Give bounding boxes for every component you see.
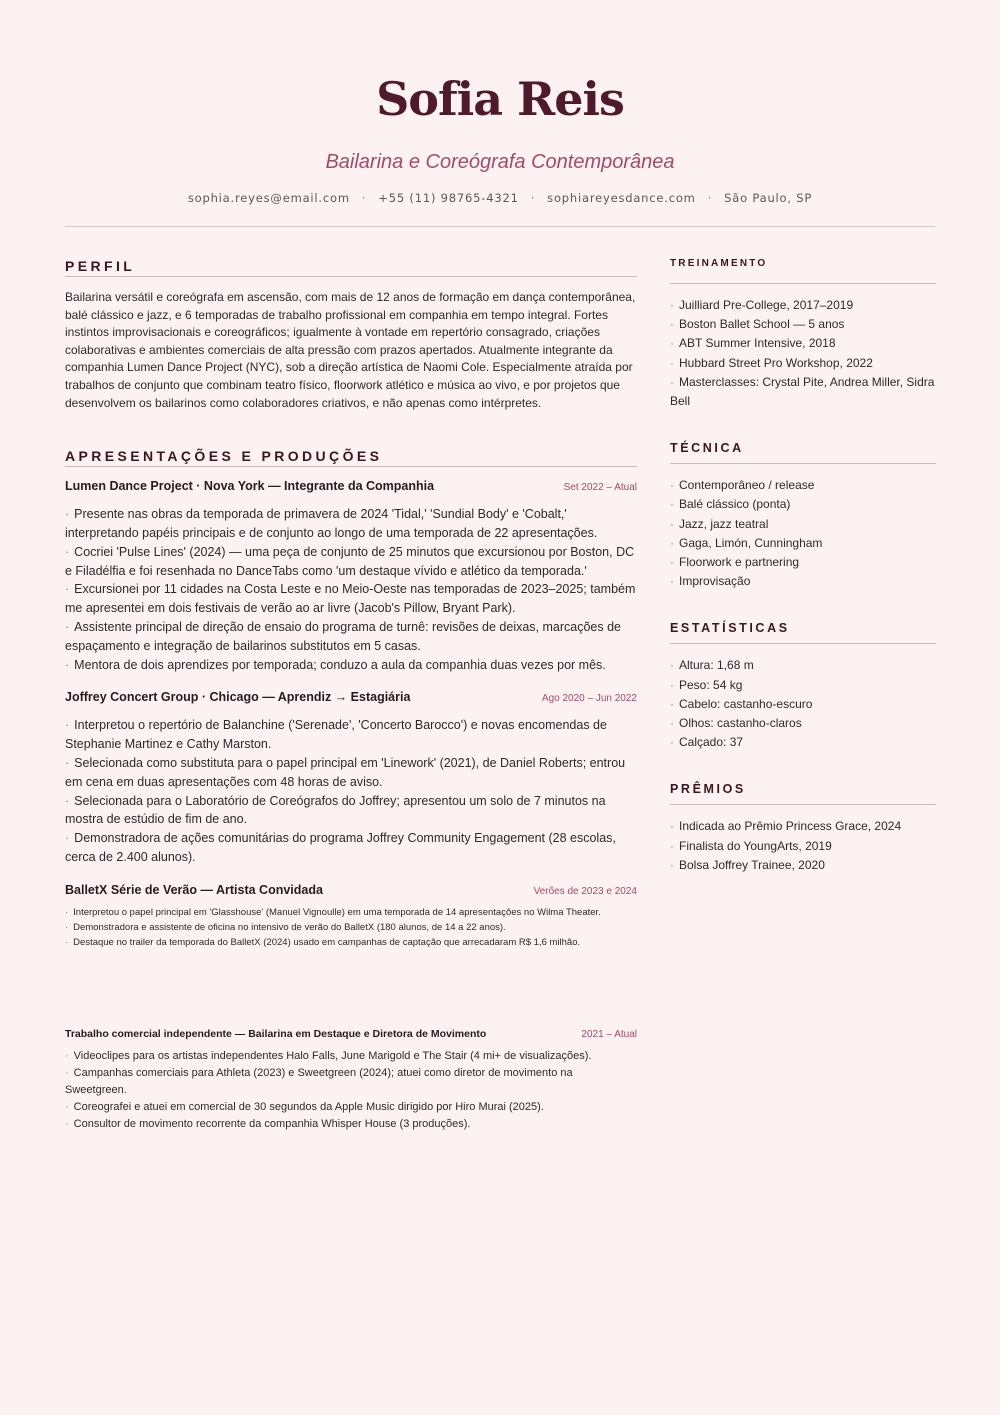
bullet-item: · Campanhas comerciais para Athleta (2023) e Sweetgreen (2024); atuei como diretor de movimento na Sweetgreen. bbox=[65, 1066, 573, 1096]
list-item: · Improvisação bbox=[670, 574, 751, 589]
job-bullets bbox=[65, 505, 637, 674]
job-date: Set 2022 – Atual bbox=[563, 482, 637, 494]
job-entry bbox=[65, 1028, 637, 1133]
list-item: · Bolsa Joffrey Trainee, 2020 bbox=[670, 857, 825, 872]
job-title: Lumen Dance Project · Nova York — Integrante da Companhia bbox=[65, 479, 435, 494]
contact-line bbox=[65, 190, 935, 206]
list-item: · Juilliard Pre-College, 2017–2019 bbox=[670, 298, 854, 312]
job-entry bbox=[65, 690, 637, 866]
candidate-title: Bailarina e Coreógrafa Contemporânea bbox=[325, 151, 675, 173]
separator-dot: · bbox=[530, 191, 536, 205]
job-title: Joffrey Concert Group · Chicago — Aprendiz → Estagiária bbox=[65, 690, 411, 705]
email-link[interactable]: sophia.reyes@email.com bbox=[187, 191, 350, 205]
list-item: · Balé clássico (ponta) bbox=[670, 497, 791, 512]
list-item: · Calçado: 37 bbox=[670, 735, 744, 750]
job-entry bbox=[65, 883, 637, 950]
list-item: · Jazz, jazz teatral bbox=[670, 516, 769, 531]
training-list bbox=[670, 296, 936, 411]
technique-heading: TÉCNICA bbox=[670, 441, 936, 464]
job-date: 2021 – Atual bbox=[581, 1028, 637, 1040]
sidebar bbox=[670, 258, 936, 875]
separator-dot: · bbox=[707, 191, 713, 205]
list-item: · Olhos: castanho-claros bbox=[670, 716, 802, 731]
phone-number[interactable]: +55 (11) 98765-4321 bbox=[378, 191, 519, 205]
awards-heading: PRÊMIOS bbox=[670, 782, 936, 805]
bullet-item: · Excursionei por 11 cidades na Costa Leste e no Meio-Oeste nas temporadas de 2023–2025; também me apresentei em dois festivais de verão ao ar livre (Jacob's Pillow, Bryant Park). bbox=[65, 582, 636, 616]
bullet-item: · Consultor de movimento recorrente da companhia Whisper House (3 produções). bbox=[65, 1117, 471, 1130]
resume-header bbox=[65, 0, 935, 206]
bullet-item: · Presente nas obras da temporada de primavera de 2024 'Tidal,' 'Sundial Body' e 'Cobalt,' interpretando papéis principais e de conjunto ao longo de uma temporada de 22 apresentações. bbox=[65, 507, 598, 540]
location: São Paulo, SP bbox=[724, 191, 813, 205]
profile-text: Bailarina versátil e coreógrafa em ascensão, com mais de 12 anos de formação em dança contemporânea, balé clássico e jazz, e 6 temporadas de trabalho profissional em companhia em tempo integral. Fortes instintos improvisacionais e coreográficos; igualmente à vontade em repertório consagrado, criações colaborativas e ambientes comerciais de alta pressão com prazos apertados. Atualmente integrante da companhia Lumen Dance Project (NYC), sob a direção artística de Naomi Cole. Especialmente atraída por trabalhos de conjunto que combinam teatro físico, floorwork atlético e música ao vivo, e por projetos que desenvolvem os bailarinos como colaboradores criativos, e não apenas como intérpretes. bbox=[65, 290, 636, 410]
training-heading: TREINAMENTO bbox=[670, 258, 936, 284]
bullet-item: · Demonstradora e assistente de oficina no intensivo de verão do BalletX (180 alunos, de 14 a 22 anos). bbox=[65, 921, 506, 933]
bullet-item: · Assistente principal de direção de ensaio do programa de turnê: revisões de deixas, marcações de espaçamento e integração de bailarinos substitutos em 5 casas. bbox=[65, 619, 622, 653]
list-item: · Finalista do YoungArts, 2019 bbox=[670, 838, 832, 853]
job-title: BalletX Série de Verão — Artista Convidada bbox=[65, 882, 323, 897]
job-date: Verões de 2023 e 2024 bbox=[533, 885, 637, 897]
list-item: · Floorwork e partnering bbox=[670, 555, 800, 570]
bullet-item: · Interpretou o repertório de Balanchine ('Serenade', 'Concerto Barocco') e novas encomendas de Stephanie Martinez e Cathy Marston. bbox=[65, 718, 607, 752]
bullet-item: · Mentora de dois aprendizes por temporada; conduzo a aula da companhia duas vezes por mês. bbox=[65, 657, 606, 672]
technique-list bbox=[670, 476, 936, 591]
stats-list bbox=[670, 656, 936, 752]
list-item: · Contemporâneo / release bbox=[670, 478, 815, 493]
list-item: · Indicada ao Prêmio Princess Grace, 2024 bbox=[670, 819, 902, 834]
list-item: · Altura: 1,68 m bbox=[670, 658, 754, 673]
awards-list bbox=[670, 817, 936, 875]
bullet-item: · Cocriei 'Pulse Lines' (2024) — uma peça de conjunto de 25 minutos que excursionou por Boston, DC e Filadélfia e foi resenhada no DanceTabs como 'um destaque vívido e atlético da temporada.' bbox=[65, 544, 635, 578]
list-item: · Hubbard Street Pro Workshop, 2022 bbox=[670, 355, 873, 370]
stats-heading: ESTATÍSTICAS bbox=[670, 621, 936, 644]
list-item: · Boston Ballet School — 5 anos bbox=[670, 317, 845, 332]
separator-dot: · bbox=[361, 191, 367, 205]
website-link[interactable]: sophiareyesdance.com bbox=[547, 191, 696, 205]
experience-heading: APRESENTAÇÕES E PRODUÇÕES bbox=[65, 448, 637, 467]
bullet-item: · Videoclipes para os artistas independentes Halo Falls, June Marigold e The Stair (4 mi+ de visualizações). bbox=[65, 1049, 592, 1062]
list-item: · Cabelo: castanho-escuro bbox=[670, 696, 813, 711]
job-entry bbox=[65, 479, 637, 674]
bullet-item: · Demonstradora de ações comunitárias do programa Joffrey Community Engagement (28 escolas, cerca de 2.400 alunos). bbox=[65, 831, 616, 864]
bullet-item: · Selecionada como substituta para o papel principal em 'Linework' (2021), de Daniel Roberts; entrou em cena em duas apresentações com 48 horas de aviso. bbox=[65, 755, 626, 789]
header-divider bbox=[65, 226, 935, 227]
bullet-item: · Destaque no trailer da temporada do BalletX (2024) usado em campanhas de captação que arrecadaram R$ 1,6 milhão. bbox=[65, 936, 581, 948]
bullet-item: · Interpretou o papel principal em 'Glasshouse' (Manuel Vignoulle) em uma temporada de 14 apresentações no Wilma Theater. bbox=[65, 906, 601, 918]
list-item: · Peso: 54 kg bbox=[670, 677, 743, 692]
list-item: · Gaga, Limón, Cunningham bbox=[670, 535, 823, 550]
main-column bbox=[65, 258, 637, 1133]
list-item: · Masterclasses: Crystal Pite, Andrea Miller, Sidra Bell bbox=[670, 374, 935, 409]
bullet-item: · Selecionada para o Laboratório de Coreógrafos do Joffrey; apresentou um solo de 7 minutos na mostra de estúdio de fim de ano. bbox=[65, 793, 606, 827]
job-date: Ago 2020 – Jun 2022 bbox=[541, 693, 637, 705]
candidate-name: Sofia Reis bbox=[376, 72, 624, 126]
job-bullets bbox=[65, 1048, 637, 1133]
bullet-item: · Coreografei e atuei em comercial de 30 segundos da Apple Music dirigido por Hiro Murai (2025). bbox=[65, 1100, 544, 1113]
job-bullets bbox=[65, 905, 637, 950]
job-title: Trabalho comercial independente — Bailarina em Destaque e Diretora de Movimento bbox=[65, 1027, 487, 1040]
job-bullets bbox=[65, 716, 637, 866]
profile-heading: PERFIL bbox=[65, 258, 637, 277]
list-item: · ABT Summer Intensive, 2018 bbox=[670, 336, 836, 351]
